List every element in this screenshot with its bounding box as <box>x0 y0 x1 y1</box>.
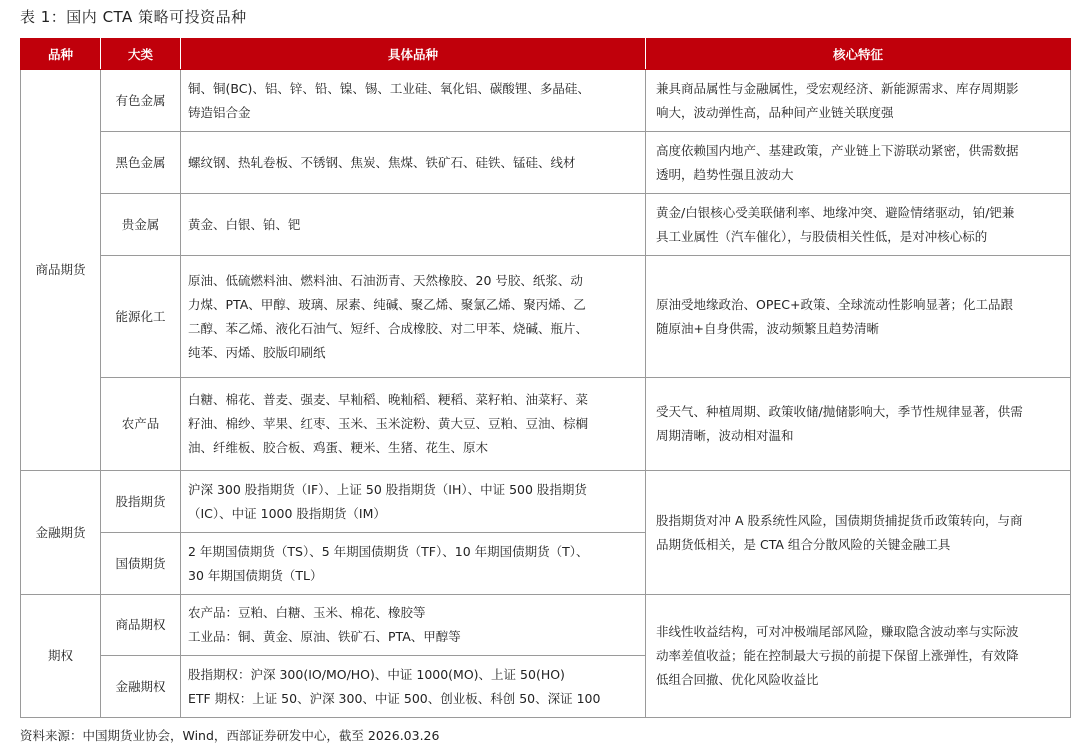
detail-line: 铜、铜(BC)、铝、锌、铅、镍、锡、工业硅、氧化铝、碳酸锂、多晶硅、 <box>188 80 590 96</box>
detail-cell <box>181 70 646 132</box>
source-note: 资料来源：中国期货业协会，Wind，西部证券研发中心，截至 2026.03.26 <box>20 728 440 743</box>
detail-line: 油、纤维板、胶合板、鸡蛋、粳米、生猪、花生、原木 <box>188 440 489 455</box>
section-commodity-futures: 商品期货 <box>21 70 101 471</box>
feature-cell <box>646 256 1071 378</box>
section-options: 期权 <box>21 595 101 718</box>
feature-cell <box>646 471 1071 595</box>
feature-line: 原油受地缘政治、OPEC+政策、全球流动性影响显著；化工品跟 <box>656 296 1013 312</box>
detail-line: 黄金、白银、铂、钯 <box>188 216 301 232</box>
table-row <box>21 70 1071 132</box>
detail-cell <box>181 194 646 256</box>
detail-line: 原油、低硫燃料油、燃料油、石油沥青、天然橡胶、20 号胶、纸浆、动 <box>188 272 583 288</box>
feature-line: 高度依赖国内地产、基建政策，产业链上下游联动紧密，供需数据 <box>656 142 1019 158</box>
detail-line: 工业品：铜、黄金、原油、铁矿石、PTA、甲醇等 <box>188 629 461 644</box>
category-cell: 商品期权 <box>101 595 181 656</box>
detail-line: 纯苯、丙烯、胶版印刷纸 <box>188 344 326 360</box>
detail-line: 力煤、PTA、甲醇、玻璃、尿素、纯碱、聚乙烯、聚氯乙烯、聚丙烯、乙 <box>188 296 586 312</box>
section-financial-futures: 金融期货 <box>21 471 101 595</box>
detail-line: 白糖、棉花、普麦、强麦、早籼稻、晚籼稻、粳稻、菜籽粕、油菜籽、菜 <box>188 392 589 407</box>
table-caption: 表 1：国内 CTA 策略可投资品种 <box>20 8 247 26</box>
cta-products-table <box>20 38 1071 718</box>
detail-line: ETF 期权：上证 50、沪深 300、中证 500、创业板、科创 50、深证 100 <box>188 690 601 706</box>
header-category: 大类 <box>101 39 181 70</box>
feature-line: 股指期货对冲 A 股系统性风险，国债期货捕捉货币政策转向，与商 <box>656 512 1023 528</box>
detail-line: 沪深 300 股指期货（IF）、上证 50 股指期货（IH）、中证 500 股指期货 <box>188 481 587 497</box>
feature-cell <box>646 378 1071 471</box>
detail-line: 铸造铝合金 <box>188 104 251 120</box>
detail-cell <box>181 471 646 533</box>
feature-cell <box>646 595 1071 718</box>
feature-line: 具工业属性（汽车催化），与股债相关性低，是对冲核心标的 <box>656 228 988 244</box>
detail-cell <box>181 595 646 656</box>
feature-line: 透明，趋势性强且波动大 <box>656 166 794 182</box>
feature-cell <box>646 70 1071 132</box>
detail-cell <box>181 656 646 718</box>
feature-line: 黄金/白银核心受美联储利率、地缘冲突、避险情绪驱动，铂/钯兼 <box>656 204 1015 220</box>
detail-line: 籽油、棉纱、苹果、红枣、玉米、玉米淀粉、黄大豆、豆粕、豆油、棕榈 <box>188 416 589 431</box>
category-cell: 有色金属 <box>101 70 181 132</box>
header-feature: 核心特征 <box>646 39 1071 70</box>
header-detail: 具体品种 <box>181 39 646 70</box>
detail-line: 2 年期国债期货（TS）、5 年期国债期货（TF）、10 年期国债期货（T）、 <box>188 543 589 559</box>
feature-line: 非线性收益结构，可对冲极端尾部风险，赚取隐含波动率与实际波 <box>656 624 1019 639</box>
table-row <box>21 132 1071 194</box>
detail-cell <box>181 256 646 378</box>
feature-cell <box>646 194 1071 256</box>
category-cell: 农产品 <box>101 378 181 471</box>
detail-line: （IC）、中证 1000 股指期货（IM） <box>188 505 386 521</box>
header-product: 品种 <box>21 39 101 70</box>
detail-line: 股指期权：沪深 300(IO/MO/HO)、中证 1000(MO)、上证 50(HO) <box>188 666 565 682</box>
category-cell: 股指期货 <box>101 471 181 533</box>
detail-cell <box>181 378 646 471</box>
detail-line: 螺纹钢、热轧卷板、不锈钢、焦炭、焦煤、铁矿石、硅铁、锰硅、线材 <box>188 154 576 170</box>
feature-line: 动率差值收益；能在控制最大亏损的前提下保留上涨弹性，有效降 <box>656 648 1019 663</box>
feature-line: 品期货低相关，是 CTA 组合分散风险的关键金融工具 <box>656 536 951 552</box>
detail-line: 二醇、苯乙烯、液化石油气、短纤、合成橡胶、对二甲苯、烧碱、瓶片、 <box>188 320 589 336</box>
table-row <box>21 378 1071 471</box>
feature-line: 兼具商品属性与金融属性，受宏观经济、新能源需求、库存周期影 <box>656 80 1019 96</box>
category-cell: 国债期货 <box>101 533 181 595</box>
table-header-row <box>21 39 1071 70</box>
table-row <box>21 194 1071 256</box>
table-row <box>21 256 1071 378</box>
table-row <box>21 595 1071 656</box>
detail-line: 30 年期国债期货（TL） <box>188 567 323 583</box>
feature-line: 受天气、种植周期、政策收储/抛储影响大，季节性规律显著，供需 <box>656 404 1023 419</box>
detail-line: 农产品：豆粕、白糖、玉米、棉花、橡胶等 <box>188 605 426 620</box>
category-cell: 黑色金属 <box>101 132 181 194</box>
feature-cell <box>646 132 1071 194</box>
feature-line: 低组合回撤、优化风险收益比 <box>656 672 819 687</box>
feature-line: 周期清晰，波动相对温和 <box>656 428 794 443</box>
feature-line: 随原油+自身供需，波动频繁且趋势清晰 <box>656 320 879 336</box>
table-row <box>21 471 1071 533</box>
feature-line: 响大，波动弹性高，品种间产业链关联度强 <box>656 104 894 120</box>
category-cell: 能源化工 <box>101 256 181 378</box>
category-cell: 金融期权 <box>101 656 181 718</box>
category-cell: 贵金属 <box>101 194 181 256</box>
detail-cell <box>181 132 646 194</box>
detail-cell <box>181 533 646 595</box>
